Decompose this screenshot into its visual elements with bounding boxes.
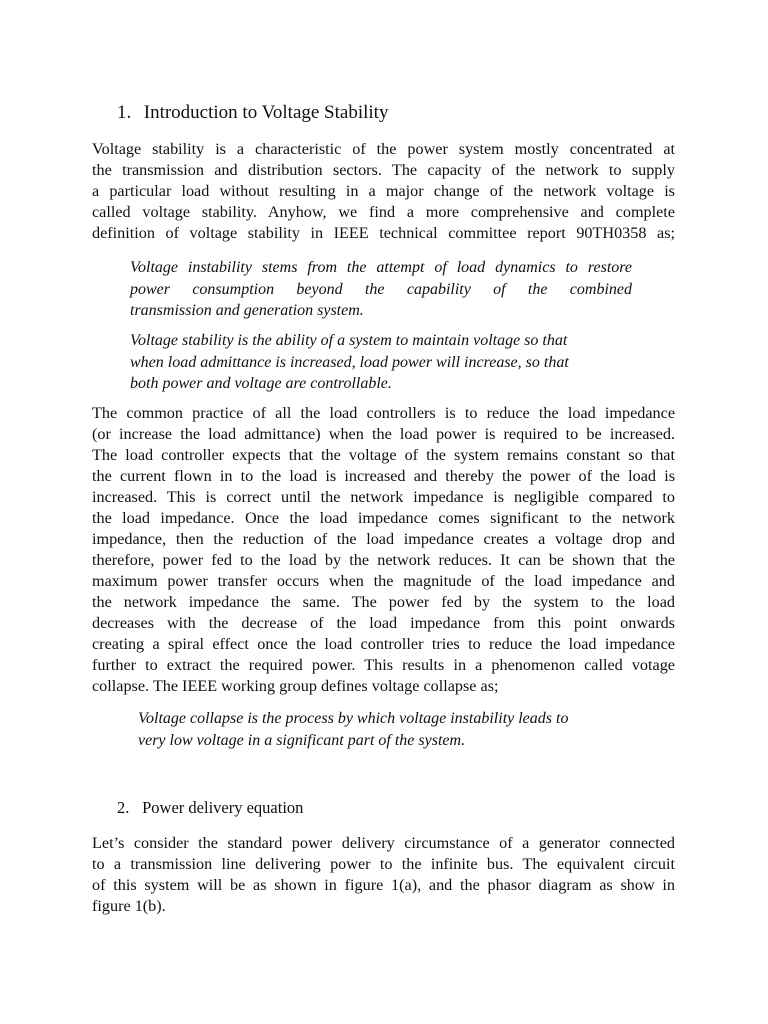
text-line: therefore, power fed to the load by the network reduces. It can be shown that the [92, 551, 675, 569]
text-line: maximum power transfer occurs when the magnitude of the load impedance and [92, 572, 675, 590]
quote-line: Voltage instability stems from the attempt of load dynamics to restore [130, 259, 632, 276]
section-heading-2 [117, 797, 303, 819]
paragraph-load-controllers [92, 403, 675, 697]
text-line: (or increase the load admittance) when the load power is required to be increased. [92, 425, 675, 443]
text-line: figure 1(b). [92, 897, 166, 915]
text-line: the current flown in to the load is increased and thereby the power of the load is [92, 467, 675, 485]
quote-line: power consumption beyond the capability of the combined [130, 280, 632, 298]
text-line: Let’s consider the standard power delivery circumstance of a generator connected [92, 834, 675, 852]
text-line: the network impedance the same. The power fed by the system to the load [92, 593, 675, 611]
quote-line: transmission and generation system. [130, 302, 364, 319]
quote-voltage-collapse [138, 708, 643, 751]
quote-voltage-stability [130, 330, 632, 395]
text-line: decreases with the decrease of the load impedance from this point onwards [92, 614, 675, 632]
text-line: called voltage stability. Anyhow, we find a more comprehensive and complete [92, 203, 675, 221]
text-line: a particular load without resulting in a major change of the network voltage is [92, 182, 675, 200]
text-line: definition of voltage stability in IEEE technical committee report 90TH0358 as; [92, 224, 675, 242]
quote-line: very low voltage in a significant part of the system. [138, 731, 466, 749]
text-line: increased. This is correct until the network impedance is negligible compared to [92, 488, 675, 506]
text-line: further to extract the required power. This results in a phenomenon called votage [92, 656, 675, 674]
text-line: to a transmission line delivering power to the infinite bus. The equivalent circuit [92, 855, 675, 873]
quote-line: when load admittance is increased, load power will increase, so that [130, 353, 569, 371]
quote-voltage-instability [130, 257, 632, 322]
text-line: impedance, then the reduction of the load impedance creates a voltage drop and [92, 530, 675, 548]
text-line: collapse. The IEEE working group defines voltage collapse as; [92, 677, 499, 695]
section-number: 2. [117, 798, 130, 817]
paragraph-power-delivery [92, 833, 675, 917]
text-line: Voltage stability is a characteristic of the power system mostly concentrated at [92, 140, 675, 158]
section-title: Introduction to Voltage Stability [143, 102, 389, 123]
quote-line: Voltage collapse is the process by which voltage instability leads to [138, 710, 569, 727]
section-title: Power delivery equation [142, 798, 304, 817]
text-line: creating a spiral effect once the load controller tries to reduce the load impedance [92, 635, 675, 653]
text-line: of this system will be as shown in figure 1(a), and the phasor diagram as show in [92, 876, 675, 894]
section-number: 1. [117, 102, 132, 123]
quote-line: both power and voltage are controllable. [130, 375, 392, 392]
section-heading-1 [117, 101, 388, 125]
quote-line: Voltage stability is the ability of a system to maintain voltage so that [130, 332, 568, 349]
text-line: the transmission and distribution sectors. The capacity of the network to supply [92, 161, 675, 179]
paragraph-intro [92, 139, 675, 244]
text-line: The load controller expects that the voltage of the system remains constant so that [92, 446, 675, 464]
text-line: the load impedance. Once the load impedance comes significant to the network [92, 509, 675, 527]
text-line: The common practice of all the load controllers is to reduce the load impedance [92, 404, 675, 422]
